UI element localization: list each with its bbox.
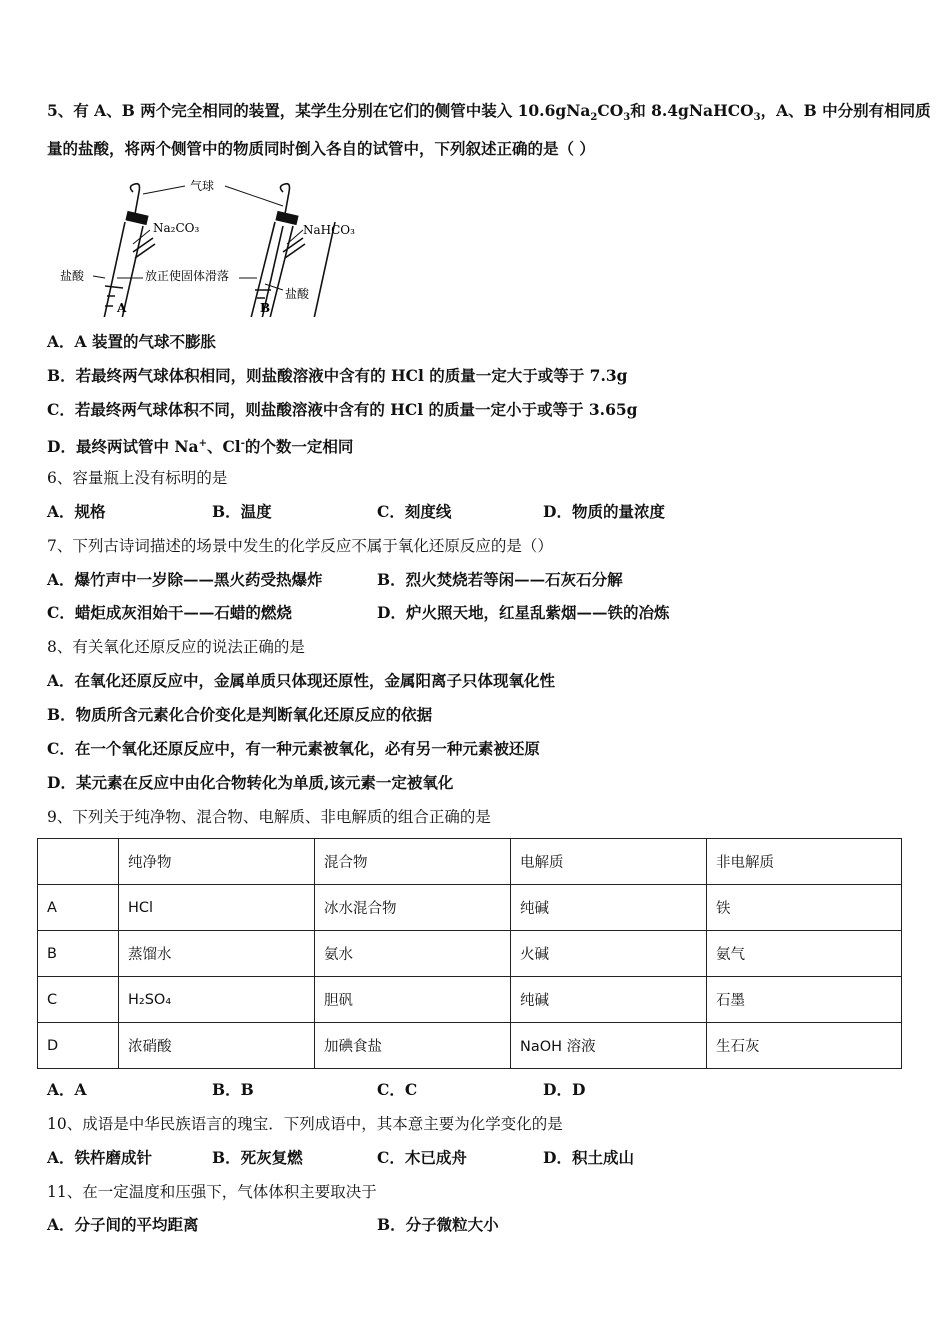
q8-option-a[interactable]: A．在氧化还原反应中，金属单质只体现还原性，金属阳离子只体现氧化性: [47, 671, 556, 690]
table-cell: 铁: [707, 885, 902, 931]
table-header: 非电解质: [707, 839, 902, 885]
q6-stem: 6、容量瓶上没有标明的是: [47, 469, 228, 487]
table-row: [38, 931, 902, 977]
table-cell: 火碱: [511, 931, 707, 977]
q8-option-c[interactable]: C．在一个氧化还原反应中，有一种元素被氧化，必有另一种元素被还原: [47, 739, 540, 758]
q10-option-a[interactable]: A．铁杵磨成针: [47, 1148, 153, 1167]
q5-option-c[interactable]: C．若最终两气球体积不同，则盐酸溶液中含有的 HCl 的质量一定小于或等于 3.65g: [47, 400, 638, 419]
apparatus-figure: [55, 172, 365, 317]
q7-stem: 7、下列古诗词描述的场景中发生的化学反应不属于氧化还原反应的是（）: [47, 537, 553, 555]
q11-stem: 11、在一定温度和压强下，气体体积主要取决于: [47, 1183, 377, 1201]
table-header: [38, 839, 119, 885]
q9-option-a[interactable]: A．A: [47, 1080, 87, 1099]
hcl-label-a: 盐酸: [60, 269, 85, 283]
table-cell: B: [38, 931, 119, 977]
table-cell: 氨气: [707, 931, 902, 977]
hcl-label-b: 盐酸: [285, 287, 310, 301]
q6-option-b[interactable]: B．温度: [212, 502, 272, 521]
table-row: [38, 885, 902, 931]
q5-stem-line1: 5、有 A、B 两个完全相同的装置，某学生分别在它们的侧管中装入 $10.6gNa_2CO_3$和 8.4gNaHCO$_3$，A、B 中分别有相同质: [47, 101, 931, 124]
tilt-note: 放正使固体滑落: [145, 269, 230, 283]
label-a: A: [117, 301, 127, 315]
q9-option-d[interactable]: D．D: [543, 1080, 586, 1099]
table-cell: 蒸馏水: [119, 931, 315, 977]
q7-option-c[interactable]: C．蜡炬成灰泪始干——石蜡的燃烧: [47, 603, 292, 622]
q5-option-b[interactable]: B．若最终两气球体积相同，则盐酸溶液中含有的 HCl 的质量一定大于或等于 7.3g: [47, 366, 628, 385]
table-cell: 纯碱: [511, 977, 707, 1023]
table-cell: D: [38, 1023, 119, 1069]
q10-option-b[interactable]: B．死灰复燃: [212, 1148, 303, 1167]
table-cell: 胆矾: [315, 977, 511, 1023]
na2co3-label: Na₂CO₃: [153, 221, 200, 235]
table-row: [38, 1023, 902, 1069]
q11-option-b[interactable]: B．分子微粒大小: [377, 1215, 499, 1234]
q10-option-d[interactable]: D．积土成山: [543, 1148, 634, 1167]
q5-option-a[interactable]: A．A 装置的气球不膨胀: [47, 332, 216, 351]
table-cell: 生石灰: [707, 1023, 902, 1069]
balloon-label: 气球: [190, 179, 215, 193]
table-cell: 冰水混合物: [315, 885, 511, 931]
q6-option-c[interactable]: C．刻度线: [377, 502, 452, 521]
q7-option-d[interactable]: D．炉火照天地，红星乱紫烟——铁的冶炼: [377, 603, 670, 622]
table-cell: 浓硝酸: [119, 1023, 315, 1069]
q7-option-a[interactable]: A．爆竹声中一岁除——黑火药受热爆炸: [47, 570, 323, 589]
q5-stem-line2: 量的盐酸，将两个侧管中的物质同时倒入各自的试管中，下列叙述正确的是（ ）: [47, 139, 595, 158]
table-cell: 氨水: [315, 931, 511, 977]
label-b: B: [260, 301, 271, 315]
q8-stem: 8、有关氧化还原反应的说法正确的是: [47, 638, 305, 656]
q6-option-a[interactable]: A．规格: [47, 502, 106, 521]
q7-option-b[interactable]: B．烈火焚烧若等闲——石灰石分解: [377, 570, 623, 589]
q9-stem: 9、下列关于纯净物、混合物、电解质、非电解质的组合正确的是: [47, 808, 491, 826]
table-header: 纯净物: [119, 839, 315, 885]
table-cell: H₂SO₄: [119, 977, 315, 1023]
q10-stem: 10、成语是中华民族语言的瑰宝．下列成语中，其本意主要为化学变化的是: [47, 1115, 563, 1133]
q9-table: [37, 838, 902, 1069]
table-cell: A: [38, 885, 119, 931]
table-cell: 石墨: [707, 977, 902, 1023]
table-cell: HCl: [119, 885, 315, 931]
q11-option-a[interactable]: A．分子间的平均距离: [47, 1215, 199, 1234]
q8-option-b[interactable]: B．物质所含元素化合价变化是判断氧化还原反应的依据: [47, 705, 433, 724]
q8-option-d[interactable]: D．某元素在反应中由化合物转化为单质,该元素一定被氧化: [47, 773, 454, 792]
table-row: [38, 977, 902, 1023]
table-cell: C: [38, 977, 119, 1023]
nahco3-label: NaHCO₃: [303, 223, 355, 237]
q10-option-c[interactable]: C．木已成舟: [377, 1148, 467, 1167]
q6-option-d[interactable]: D．物质的量浓度: [543, 502, 665, 521]
table-header-row: [38, 839, 902, 885]
table-header: 电解质: [511, 839, 707, 885]
q9-option-b[interactable]: B．B: [212, 1080, 254, 1099]
table-header: 混合物: [315, 839, 511, 885]
q5-option-d[interactable]: D．最终两试管中 Na+、Cl-的个数一定相同: [47, 437, 354, 457]
table-cell: NaOH 溶液: [511, 1023, 707, 1069]
table-cell: 纯碱: [511, 885, 707, 931]
q9-option-c[interactable]: C．C: [377, 1080, 418, 1099]
table-cell: 加碘食盐: [315, 1023, 511, 1069]
